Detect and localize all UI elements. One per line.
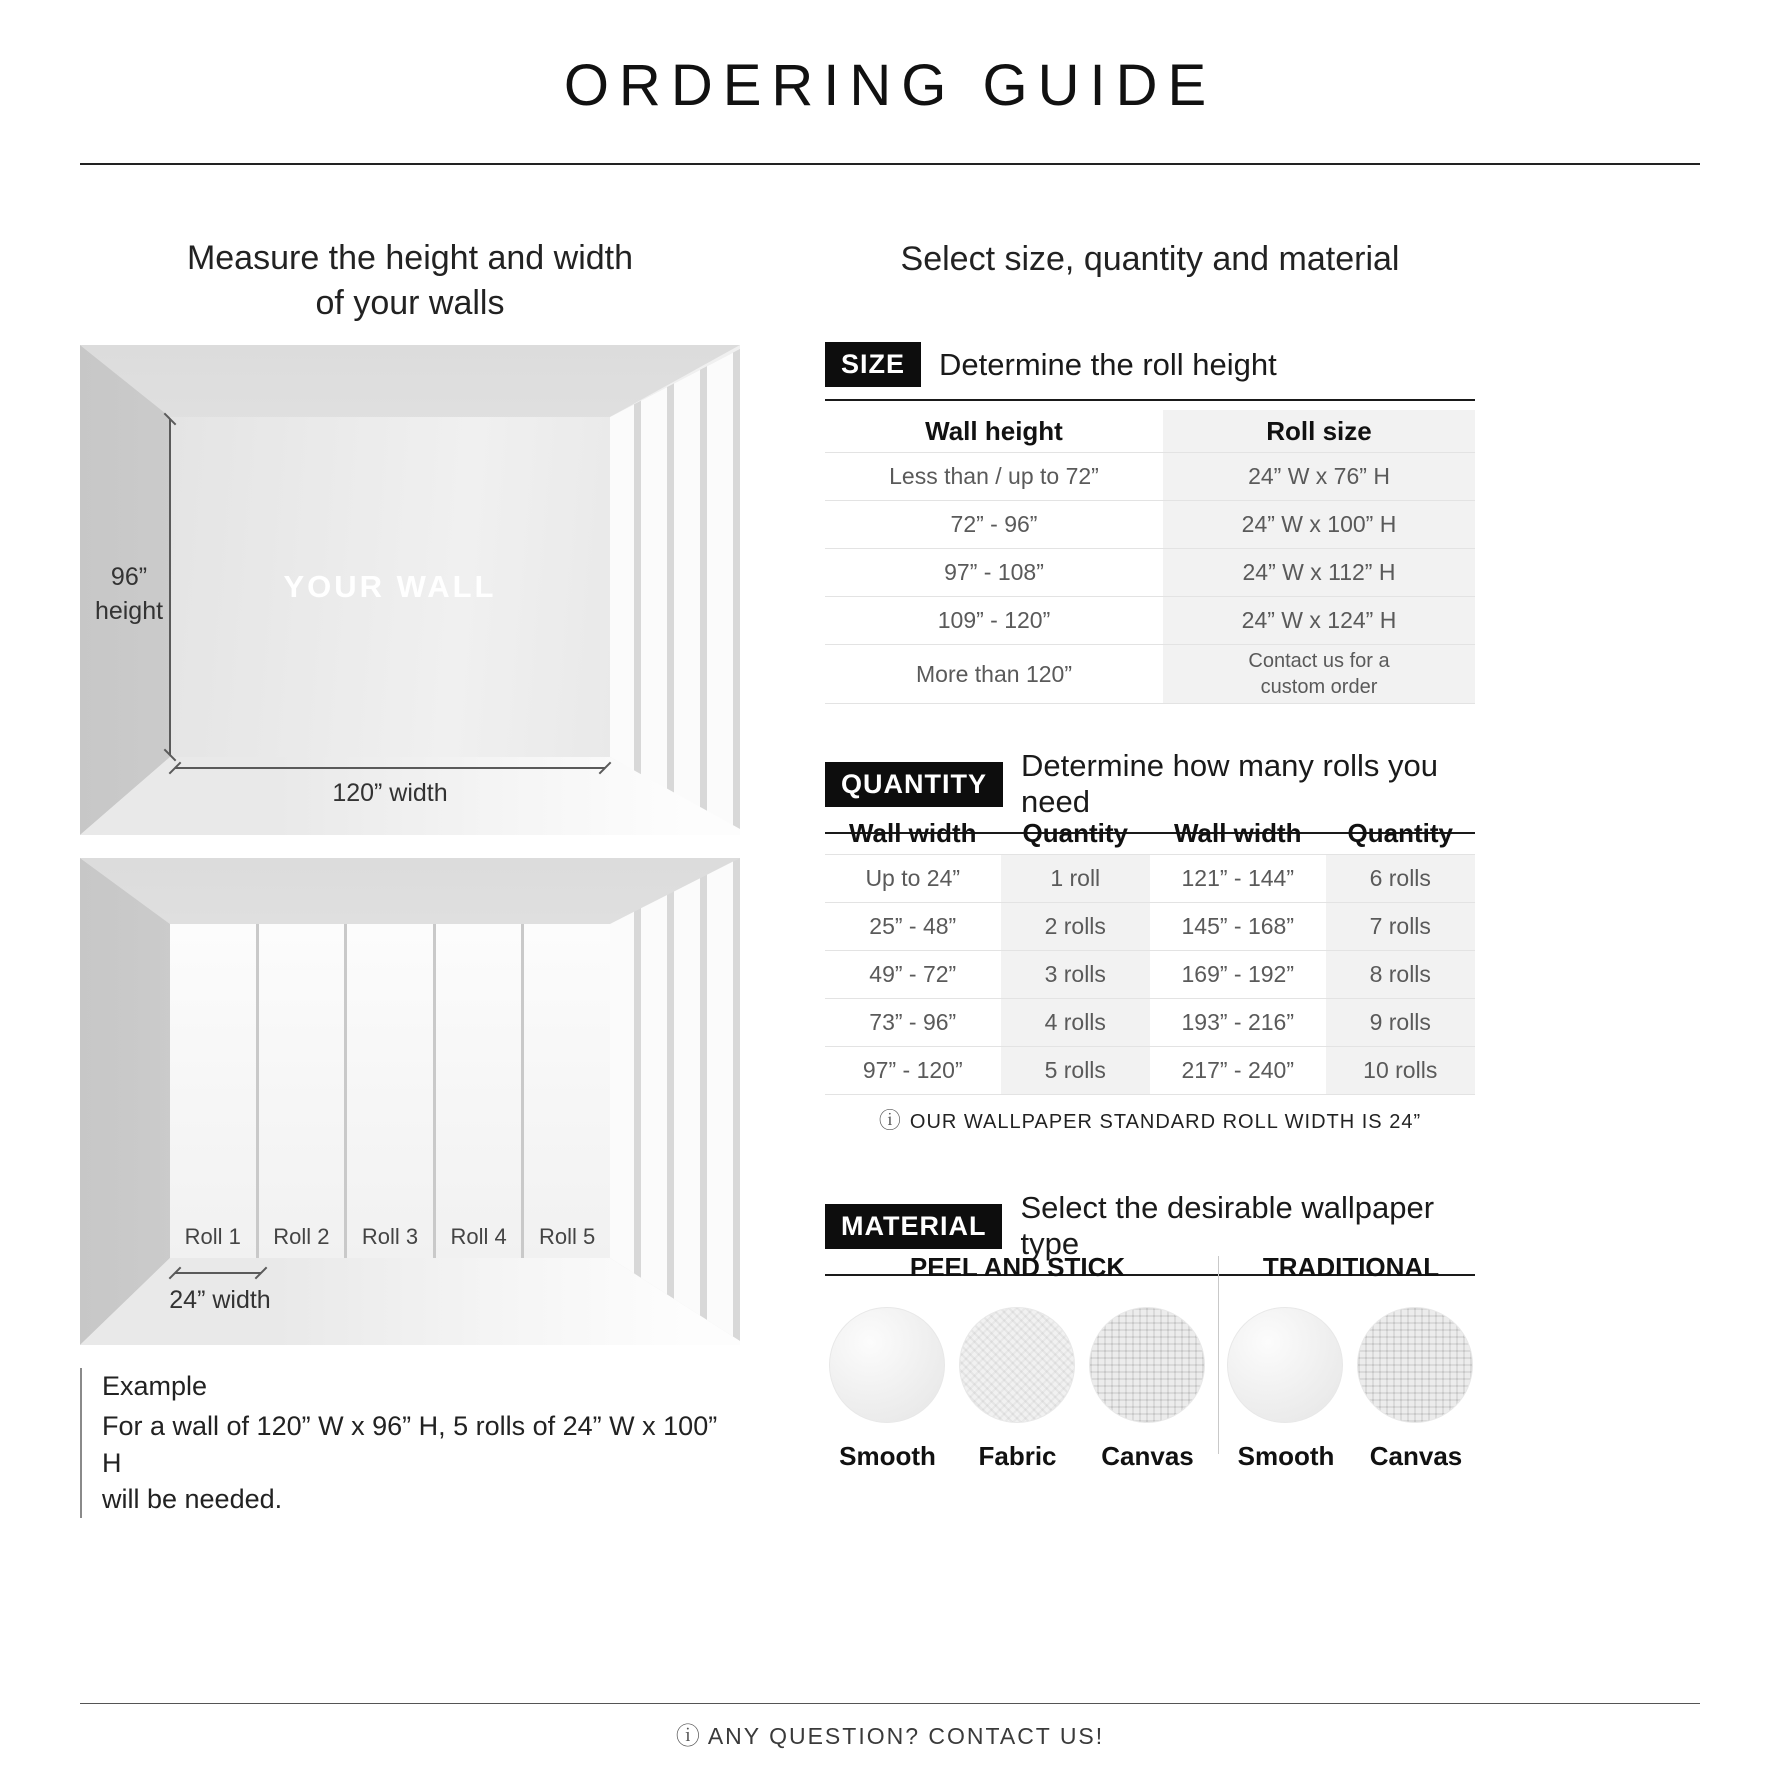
- roll-label: Roll 2: [273, 1224, 330, 1249]
- traditional-label: TRADITIONAL: [1262, 1252, 1440, 1282]
- quantity-cell: 4 rolls: [1001, 999, 1151, 1046]
- width-dimension-label: 120” width: [332, 779, 448, 807]
- footer-note: [0, 1716, 1780, 1751]
- info-icon: ⓘ: [675, 1723, 700, 1750]
- canvas-texture-circle: [1357, 1307, 1473, 1423]
- swatch-label: Canvas: [1101, 1441, 1194, 1471]
- wall-width-cell: 121” - 144”: [1181, 865, 1294, 891]
- wall-width-cell: 97” - 120”: [862, 1057, 963, 1083]
- peel-and-stick-label: PEEL AND STICK: [909, 1252, 1126, 1282]
- quantity-table-header-row: [825, 812, 1475, 854]
- size-table-row: [825, 596, 1475, 644]
- roll-width-measure-line: [175, 1272, 261, 1274]
- quantity-col-header: Quantity: [1022, 817, 1128, 848]
- traditional-swatches: [1227, 1307, 1475, 1472]
- example-line1: For a wall of 120” W x 96” H, 5 rolls of 24” W x 100” H: [102, 1411, 718, 1478]
- quantity-table-row: [825, 1046, 1475, 1094]
- info-icon: ⓘ: [878, 1108, 902, 1133]
- quantity-section-title: Determine how many rolls you need: [1021, 748, 1438, 819]
- material-badge: MATERIAL: [825, 1204, 1002, 1249]
- quantity-table-row: [825, 998, 1475, 1046]
- quantity-cell: 7 rolls: [1326, 903, 1476, 950]
- roll-panel: [170, 924, 256, 1258]
- quantity-cell: 9 rolls: [1326, 999, 1476, 1046]
- quantity-col-header: Wall width: [1173, 817, 1302, 848]
- canvas-texture-circle: [1089, 1307, 1205, 1423]
- roll-size-cell: [1163, 645, 1475, 703]
- top-divider: [80, 163, 1700, 165]
- quantity-cell: 10 rolls: [1326, 1047, 1476, 1094]
- roll-panel: [524, 924, 610, 1258]
- roll-panel: [347, 924, 433, 1258]
- quantity-table-row: [825, 902, 1475, 950]
- quantity-badge: QUANTITY: [825, 762, 1003, 807]
- measure-heading-line1: Measure the height and width: [186, 239, 634, 277]
- width-measure-line: [175, 767, 605, 769]
- quantity-table: [825, 812, 1475, 1095]
- roll-size-cell: 24” W x 124” H: [1163, 597, 1475, 644]
- swatch-label: Smooth: [1237, 1441, 1335, 1471]
- roll-size-cell: 24” W x 112” H: [1163, 549, 1475, 596]
- wall-height-cell: More than 120”: [916, 660, 1072, 687]
- roll-width-label: 24” width: [169, 1286, 271, 1314]
- your-wall-label: YOUR WALL: [283, 569, 497, 604]
- size-table-header-row: [825, 410, 1475, 452]
- footer-divider: [80, 1703, 1700, 1704]
- material-group-peel-and-stick: [825, 1252, 1210, 1472]
- wall-width-cell: 145” - 168”: [1181, 913, 1294, 939]
- fabric-texture-circle: [959, 1307, 1075, 1423]
- roll-label: Roll 1: [184, 1224, 241, 1249]
- size-col-wall-height: Wall height: [925, 415, 1063, 446]
- quantity-cell: 6 rolls: [1326, 855, 1476, 902]
- quantity-col-header: Quantity: [1347, 817, 1453, 848]
- swatch-smooth: [829, 1307, 947, 1472]
- example-title: Example: [102, 1371, 208, 1401]
- swatch-label: Smooth: [839, 1441, 936, 1471]
- wall-width-cell: 193” - 216”: [1181, 1009, 1294, 1035]
- example-line2: will be needed.: [102, 1484, 283, 1515]
- smooth-texture-circle: [829, 1307, 945, 1423]
- material-group-traditional: [1227, 1252, 1475, 1472]
- wall-height-cell: Less than / up to 72”: [889, 463, 1099, 489]
- quantity-cell: 3 rolls: [1001, 951, 1151, 998]
- swatch-canvas: [1089, 1307, 1207, 1472]
- wall-width-cell: 217” - 240”: [1181, 1057, 1294, 1083]
- quantity-cell: 2 rolls: [1001, 903, 1151, 950]
- size-table: [825, 410, 1475, 704]
- size-table-row: [825, 500, 1475, 548]
- swatch-label: Canvas: [1369, 1441, 1463, 1471]
- quantity-cell: 8 rolls: [1326, 951, 1476, 998]
- swatch-fabric: [959, 1307, 1077, 1472]
- select-heading: Select size, quantity and material: [900, 240, 1400, 278]
- roll-panel: [436, 924, 522, 1258]
- quantity-cell: 5 rolls: [1001, 1047, 1151, 1094]
- material-options: [825, 1252, 1475, 1472]
- size-section-header: [825, 342, 1475, 401]
- wall-height-cell: 109” - 120”: [937, 607, 1051, 633]
- wall-height-cell: 97” - 108”: [944, 559, 1044, 585]
- wall-height-cell: 72” - 96”: [950, 511, 1038, 537]
- roll-panel: [259, 924, 345, 1258]
- footer-text: ANY QUESTION? CONTACT US!: [707, 1723, 1105, 1749]
- roll-label: Roll 4: [450, 1224, 507, 1249]
- size-table-row: [825, 644, 1475, 703]
- size-table-row: [825, 452, 1475, 500]
- quantity-col-header: Wall width: [848, 817, 977, 848]
- custom-order-note: Contact us for a custom order: [1248, 650, 1390, 698]
- material-group-divider: [1218, 1256, 1219, 1454]
- roll-label: Roll 3: [361, 1224, 419, 1249]
- peel-and-stick-swatches: [825, 1307, 1210, 1472]
- smooth-texture-circle: [1227, 1307, 1343, 1423]
- quantity-table-row: [825, 854, 1475, 902]
- size-badge: SIZE: [825, 342, 921, 387]
- page-title: ORDERING GUIDE: [563, 53, 1217, 118]
- material-section-title: Select the desirable wallpaper type: [1020, 1190, 1435, 1261]
- quantity-cell: 1 roll: [1001, 855, 1151, 902]
- example-note: [80, 1368, 722, 1518]
- wall-width-cell: 49” - 72”: [869, 961, 957, 987]
- room-illustration-wall: [80, 345, 740, 835]
- swatch-smooth: [1227, 1307, 1345, 1472]
- wall-width-cell: Up to 24”: [865, 865, 961, 891]
- height-dimension-label: 96” height: [94, 563, 164, 625]
- your-wall: [170, 417, 610, 757]
- quantity-table-row: [825, 950, 1475, 998]
- swatch-canvas: [1357, 1307, 1475, 1472]
- swatch-label: Fabric: [978, 1441, 1057, 1471]
- wall-width-cell: 169” - 192”: [1181, 961, 1294, 987]
- roll-size-cell: 24” W x 100” H: [1163, 501, 1475, 548]
- size-col-roll-size: Roll size: [1163, 410, 1475, 452]
- roll-width-note: [825, 1104, 1475, 1135]
- size-table-row: [825, 548, 1475, 596]
- roll-panels: [170, 924, 610, 1258]
- roll-label: Roll 5: [539, 1224, 596, 1249]
- roll-size-cell: 24” W x 76” H: [1163, 453, 1475, 500]
- wall-width-cell: 73” - 96”: [869, 1009, 957, 1035]
- roll-width-note-text: OUR WALLPAPER STANDARD ROLL WIDTH IS 24”: [909, 1111, 1422, 1133]
- measure-heading-line2: of your walls: [315, 283, 505, 322]
- wall-width-cell: 25” - 48”: [869, 913, 957, 939]
- room-illustration-rolls: [80, 858, 740, 1345]
- size-section-title: Determine the roll height: [939, 346, 1277, 382]
- measure-heading: [80, 236, 740, 326]
